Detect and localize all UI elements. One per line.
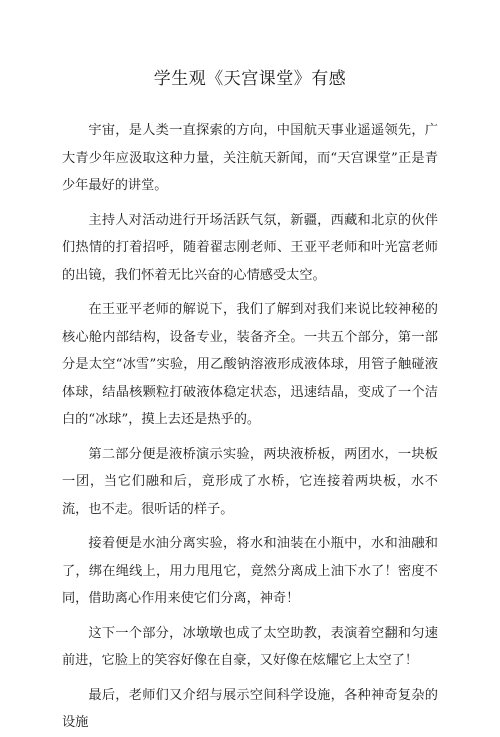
paragraph-4: 第二部分便是液桥演示实验，两块液桥板，两团水，一块板一团，当它们融和后，竟形成了水桥，它连接着两块板，水不流，也不走。很听话的样子。	[62, 446, 438, 517]
paragraph-7: 最后，老师们又介绍与展示空间科学设施，各种神奇复杂的设施	[62, 687, 438, 730]
paragraph-1: 宇宙，是人类一直探索的方向，中国航天事业遥遥领先，广大青少年应汲取这种力量，关注航天新闻，而“天宫课堂”正是青少年最好的讲堂。	[62, 123, 438, 193]
paragraph-5: 接着便是水油分离实验，将水和油装在小瓶中，水和油融和了，绑在绳线上，用力甩甩它，竟然分离成上油下水了！密度不同，借助离心作用来使它们分离，神奇！	[62, 536, 438, 606]
document-title: 学生观《天宫课堂》有感	[153, 69, 347, 89]
paragraph-3: 在王亚平老师的解说下，我们了解到对我们来说比较神秘的核心舱内部结构，设备专业，装备齐全。一共五个部分，第一部分是太空“冰雪”实验，用乙酸钠溶液形成液体球，用管子触碰液体球，结晶核颗粒打破液体稳定状态，迅速结晶，变成了一个洁白的“冰球”，摸上去还是热乎的。	[62, 302, 438, 427]
paragraph-2: 主持人对活动进行开场活跃气氛，新疆，西藏和北京的伙伴们热情的打着招呼，随着翟志刚老师、王亚平老师和叶光富老师的出镜，我们怀着无比兴奋的心情感受太空。	[62, 212, 438, 283]
paragraph-6: 这下一个部分，冰墩墩也成了太空助教，表演着空翻和匀速前进，它脸上的笑容好像在自豪，又好像在炫耀它上太空了！	[62, 625, 438, 668]
